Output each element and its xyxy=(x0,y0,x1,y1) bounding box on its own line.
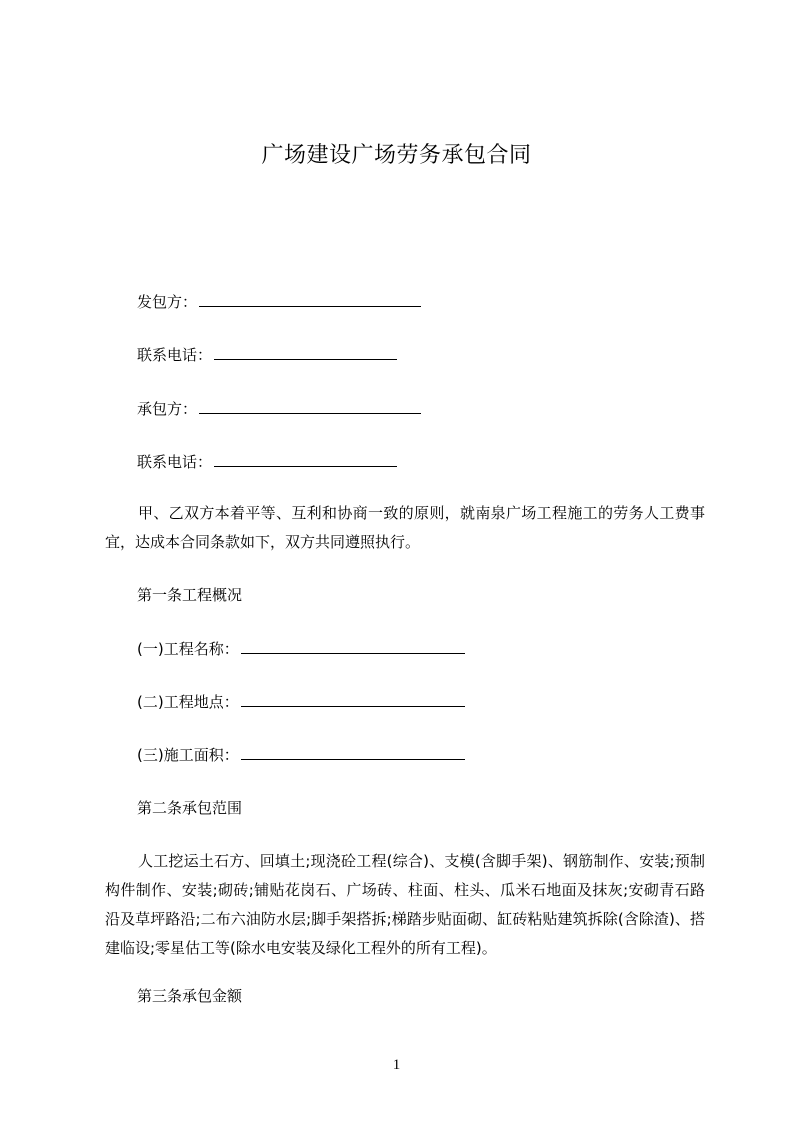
project-name-label: (一)工程名称： xyxy=(137,640,239,658)
employer-blank-field[interactable] xyxy=(199,292,421,307)
contractor-label: 承包方： xyxy=(137,400,198,418)
contractor-phone-line xyxy=(137,451,397,473)
project-location-line xyxy=(137,691,465,713)
article1-heading: 第一条工程概况 xyxy=(137,586,243,604)
employer-line xyxy=(137,291,421,313)
page-number: 1 xyxy=(392,1057,401,1073)
project-name-blank-field[interactable] xyxy=(241,639,465,654)
project-location-blank-field[interactable] xyxy=(241,692,465,707)
employer-phone-line xyxy=(137,344,397,366)
scope-paragraph: 人工挖运土石方、回填土;现浇砼工程(综合)、支模(含脚手架)、钢筋制作、安装;预制构件制作、安装;砌砖;铺贴花岗石、广场砖、柱面、柱头、瓜米石地面及抹灰;安砌青石路沿及草坪路沿;二布六油防水层;脚手架搭拆;梯踏步贴面砌、缸砖粘贴建筑拆除(含除渣)、搭建临设;零星估工等(除水电安装及绿化工程外的所有工程)。 xyxy=(105,852,705,957)
project-name-line xyxy=(137,638,465,660)
contractor-phone-label: 联系电话： xyxy=(137,453,213,471)
contractor-line xyxy=(137,398,421,420)
construction-area-line xyxy=(137,744,465,766)
project-location-label: (二)工程地点： xyxy=(137,693,239,711)
contractor-blank-field[interactable] xyxy=(199,399,421,414)
construction-area-label: (三)施工面积： xyxy=(137,746,239,764)
employer-label: 发包方： xyxy=(137,293,198,311)
construction-area-blank-field[interactable] xyxy=(241,745,465,760)
article3-heading: 第三条承包金额 xyxy=(137,987,243,1005)
employer-phone-blank-field[interactable] xyxy=(214,345,397,360)
document-title: 广场建设广场劳务承包合同 xyxy=(261,143,532,168)
article2-heading: 第二条承包范围 xyxy=(137,799,243,817)
employer-phone-label: 联系电话： xyxy=(137,346,213,364)
intro-paragraph: 甲、乙双方本着平等、互利和协商一致的原则，就南泉广场工程施工的劳务人工费事宜，达成本合同条款如下，双方共同遵照执行。 xyxy=(105,504,705,551)
contractor-phone-blank-field[interactable] xyxy=(214,452,397,467)
